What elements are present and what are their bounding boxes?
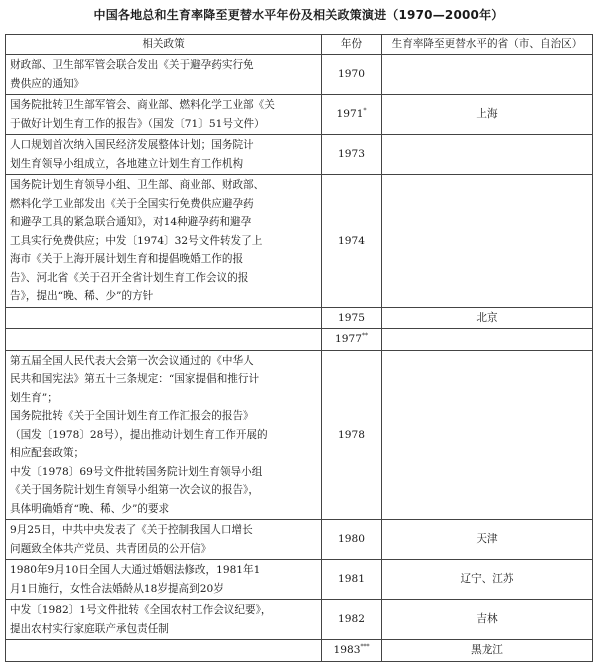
- policy-cell: [6, 560, 322, 600]
- year-footnote-mark: **: [361, 332, 368, 340]
- year-cell: [322, 175, 382, 308]
- year-value: 1978: [338, 428, 365, 441]
- policy-table: [5, 34, 593, 662]
- table-title: 中国各地总和生育率降至更替水平年份及相关政策演进（1970—2000年）: [93, 8, 504, 22]
- policy-text-line: 提出农村实行家庭联产承包责任制: [10, 622, 169, 635]
- policy-cell: [6, 95, 322, 135]
- year-value: 1973: [338, 148, 365, 161]
- year-value: 1980: [338, 533, 365, 546]
- policy-text-line: 告》、河北省《关于召开全省计划生育工作会议的报: [10, 271, 249, 284]
- policy-text-line: 相应配套政策；: [10, 447, 85, 459]
- year-cell: [322, 307, 382, 329]
- policy-text-line: 9月25日，中共中央发表了《关于控制我国人口增长: [10, 524, 253, 536]
- header-year: 年份: [322, 35, 382, 55]
- policy-text-line: 国务院批转《关于全国计划生育工作汇报会的报告》: [10, 410, 254, 422]
- year-cell: [322, 520, 382, 560]
- policy-text-line: [10, 641, 317, 660]
- year-value: 1982: [338, 613, 365, 626]
- table-row: [6, 520, 593, 560]
- policy-text-line: 中发〔1978〕69号文件批转国务院计划生育领导小组: [10, 465, 263, 478]
- year-cell: [322, 329, 382, 351]
- year-value: 1977: [335, 333, 362, 345]
- policy-text-line: [10, 330, 317, 349]
- year-footnote-mark: *: [363, 107, 367, 115]
- policy-text-line: 民共和国宪法》第五十三条规定：“国家提倡和推行计: [10, 373, 260, 385]
- year-cell: [322, 95, 382, 135]
- year-value: 1970: [338, 68, 365, 81]
- policy-text-line: 问题致全体共产党员、共青团员的公开信》: [10, 542, 212, 555]
- province-cell: 天津: [382, 520, 593, 560]
- year-value: 1983: [333, 644, 361, 656]
- year-cell: [322, 560, 382, 600]
- policy-cell: [6, 600, 322, 640]
- table-row: [6, 600, 593, 640]
- policy-text-line: 费供应的通知》: [10, 77, 85, 90]
- table-row: [6, 307, 593, 329]
- year-value: 1981: [338, 573, 365, 586]
- province-cell: 北京: [382, 307, 593, 329]
- policy-text-line: 中发〔1982〕1号文件批转《全国农村工作会议纪要》，: [10, 604, 272, 616]
- policy-text-line: 告》，提出“晚、稀、少”的方针: [10, 290, 154, 302]
- province-cell: [382, 350, 593, 520]
- policy-cell: [6, 135, 322, 175]
- policy-cell: [6, 55, 322, 95]
- policy-cell: [6, 175, 322, 308]
- table-row: [6, 560, 593, 600]
- policy-text-line: 海市《关于上海开展计划生育和提倡晚婚工作的报: [10, 253, 244, 265]
- year-value: 1971: [336, 108, 364, 121]
- table-row: [6, 350, 593, 520]
- policy-text-line: 第五届全国人民代表大会第一次会议通过的《中华人: [10, 354, 254, 367]
- year-cell: [322, 600, 382, 640]
- policy-cell: [6, 520, 322, 560]
- table-row: [6, 640, 593, 662]
- policy-text-line: （国发〔1978〕28号），提出推动计划生育工作开展的: [10, 428, 268, 441]
- policy-text-line: 和避孕工具的紧急联合通知》，对14种避孕药和避孕: [10, 216, 252, 228]
- province-cell: 吉林: [382, 600, 593, 640]
- policy-cell: [6, 350, 322, 520]
- policy-text-line: 1980年9月10日全国人大通过婚姻法修改，1981年1: [10, 564, 261, 576]
- year-value: 1975: [338, 311, 365, 324]
- year-cell: [322, 350, 382, 520]
- policy-text-line: 国务院计划生育领导小组、卫生部、商业部、财政部、: [10, 179, 265, 191]
- year-value: 1974: [338, 234, 365, 247]
- province-cell: [382, 329, 593, 351]
- table-body: [6, 55, 593, 662]
- province-cell: 上海: [382, 95, 593, 135]
- header-province: 生育率降至更替水平的省（市、自治区）: [382, 35, 593, 55]
- province-cell: [382, 175, 593, 308]
- year-cell: [322, 135, 382, 175]
- policy-cell: [6, 329, 322, 351]
- table-row: [6, 95, 593, 135]
- year-cell: [322, 55, 382, 95]
- policy-text-line: 于做好计划生育工作的报告》（国发〔71〕51号文件）: [10, 117, 265, 130]
- policy-text-line: 人口规划首次纳入国民经济发展整体计划；国务院计: [10, 139, 254, 151]
- policy-text-line: 工具实行免费供应；中发〔1974〕32号文件转发了上: [10, 234, 263, 247]
- table-row: [6, 55, 593, 95]
- year-footnote-mark: ***: [360, 643, 370, 651]
- policy-text-line: 财政部、卫生部军管会联合发出《关于避孕药实行免: [10, 59, 254, 71]
- province-cell: [382, 135, 593, 175]
- policy-cell: [6, 640, 322, 662]
- policy-text-line: 《关于国务院计划生育领导小组第一次会议的报告》，: [10, 484, 259, 496]
- table-header-row: [6, 35, 593, 55]
- province-cell: 辽宁、江苏: [382, 560, 593, 600]
- header-policy: 相关政策: [6, 35, 322, 55]
- policy-text-line: 燃料化学工业部发出《关于全国实行免费供应避孕药: [10, 197, 254, 210]
- policy-text-line: [10, 309, 317, 328]
- policy-text-line: 划生育领导小组成立，各地建立计划生育工作机构: [10, 157, 244, 170]
- policy-text-line: 划生育”；: [10, 391, 58, 404]
- table-row: [6, 329, 593, 351]
- policy-cell: [6, 307, 322, 329]
- table-row: [6, 135, 593, 175]
- policy-text-line: 具体明确婚育“晚、稀、少”的要求: [10, 502, 170, 515]
- policy-text-line: 月1日施行，女性合法婚龄从18岁提高到20岁: [10, 582, 224, 595]
- province-cell: 黑龙江: [382, 640, 593, 662]
- policy-text-line: 国务院批转卫生部军管会、商业部、燃料化学工业部《关: [10, 99, 275, 111]
- year-cell: [322, 640, 382, 662]
- province-cell: [382, 55, 593, 95]
- table-row: [6, 175, 593, 308]
